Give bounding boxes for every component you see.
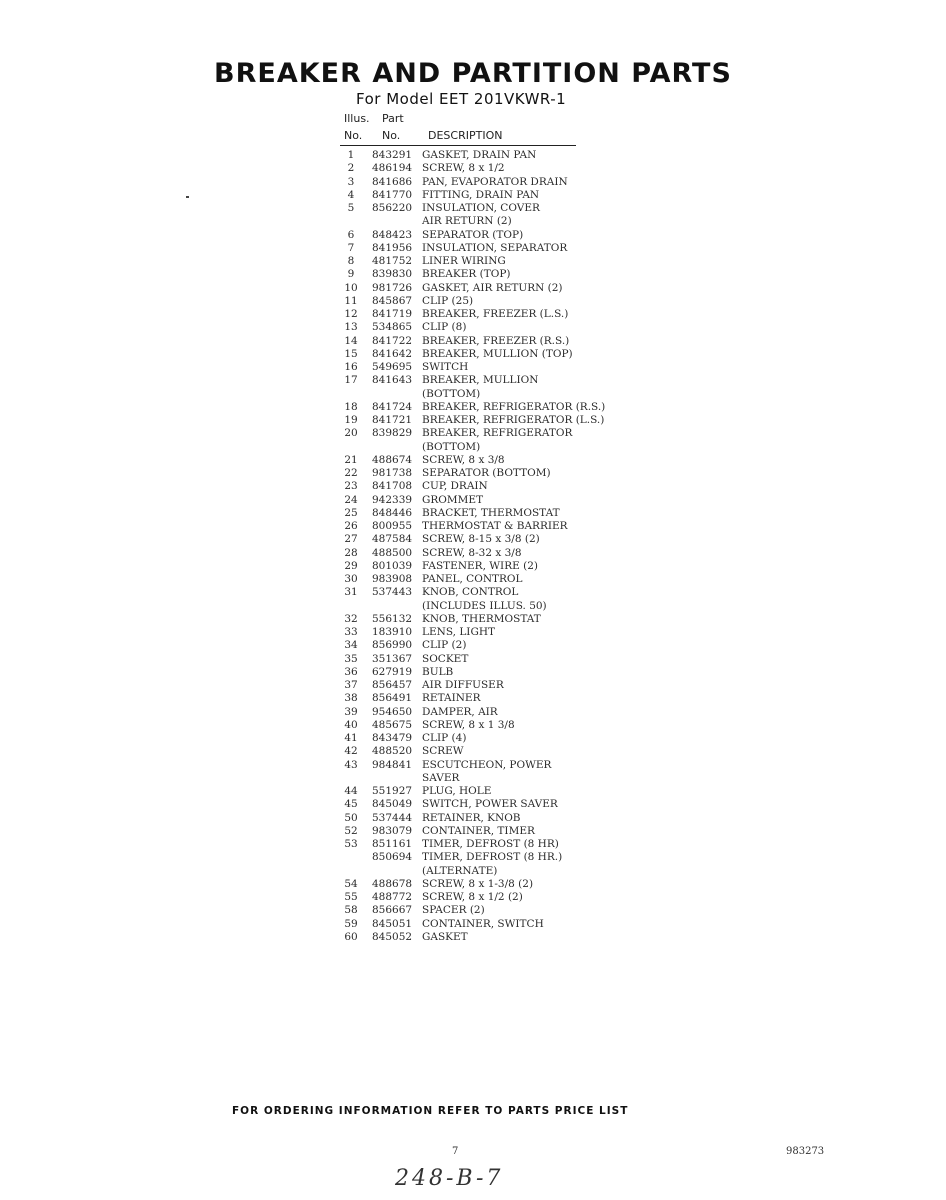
illus-no: 36 (344, 665, 358, 678)
table-row (342, 295, 642, 308)
part-number: 551927 (372, 785, 413, 797)
part-number: 534865 (372, 321, 413, 334)
part-number: 841708 (372, 480, 413, 493)
illus-no: 33 (344, 626, 358, 638)
handwritten-note: 248-B-7 (395, 1166, 504, 1191)
description: GASKET, DRAIN PAN (422, 149, 537, 161)
illus-no: 6 (347, 228, 355, 241)
table-row (342, 918, 642, 931)
part-number: 983079 (372, 824, 413, 837)
part-number: 841686 (372, 175, 413, 188)
description: SPACER (2) (422, 904, 485, 917)
header-part: Part (382, 112, 404, 125)
table-row (342, 838, 642, 851)
header-part-no: No. (382, 129, 401, 142)
illus-no: 22 (344, 467, 358, 479)
part-number: 841956 (372, 241, 413, 254)
table-row (342, 613, 642, 626)
part-number: 856457 (372, 679, 413, 691)
illus-no: 41 (344, 732, 358, 744)
description: CLIP (4) (422, 732, 467, 744)
illus-no: 1 (347, 149, 355, 161)
part-number: 488678 (372, 877, 413, 890)
part-number: 841642 (372, 347, 413, 360)
description: BULB (422, 665, 454, 678)
illus-no: 43 (344, 758, 358, 771)
table-row (342, 560, 642, 573)
illus-no: 37 (344, 679, 358, 691)
description: SEPARATOR (TOP) (422, 228, 524, 241)
description: DAMPER, AIR (422, 705, 498, 718)
part-number: 850694 (372, 851, 413, 864)
description: CUP, DRAIN (422, 480, 488, 493)
description: (BOTTOM) (422, 440, 481, 453)
description: AIR DIFFUSER (422, 679, 504, 691)
illus-no: 45 (344, 798, 358, 811)
illus-no: 35 (344, 652, 358, 665)
description: SAVER (422, 771, 460, 784)
table-row (342, 361, 642, 374)
part-number: 942339 (372, 493, 413, 506)
part-number: 801039 (372, 559, 413, 572)
illus-no: 39 (344, 705, 358, 718)
table-row (342, 388, 642, 401)
part-number: 845051 (372, 917, 413, 930)
model-subtitle: For Model EET 201VKWR-1 (356, 90, 567, 108)
illus-no: 10 (344, 281, 358, 294)
part-number: 848446 (372, 506, 413, 519)
table-row (342, 507, 642, 520)
table-row (342, 441, 642, 454)
table-row (342, 812, 642, 825)
table-row (342, 480, 642, 493)
description: SCREW, 8 x 1 3/8 (422, 718, 515, 731)
table-row (342, 745, 642, 758)
table-row (342, 772, 642, 785)
table-row (342, 401, 642, 414)
description: THERMOSTAT & BARRIER (422, 520, 568, 532)
description: FASTENER, WIRE (2) (422, 559, 538, 572)
part-number: 841724 (372, 400, 413, 413)
illus-no: 5 (347, 202, 355, 214)
description: (BOTTOM) (422, 387, 481, 400)
description: SCREW, 8 x 1/2 (2) (422, 891, 523, 903)
part-number: 556132 (372, 612, 413, 625)
table-row (342, 189, 642, 202)
description: BREAKER, REFRIGERATOR (422, 427, 573, 440)
table-row (342, 586, 642, 599)
part-number: 843479 (372, 732, 413, 744)
description: LENS, LIGHT (422, 626, 495, 638)
table-row (342, 520, 642, 533)
table-row (342, 573, 642, 586)
description: KNOB, CONTROL (422, 586, 519, 599)
part-number: 981738 (372, 467, 413, 479)
part-number: 954650 (372, 705, 413, 718)
description: INSULATION, SEPARATOR (422, 241, 568, 254)
table-row (342, 268, 642, 281)
description: CLIP (8) (422, 321, 467, 334)
table-row (342, 348, 642, 361)
description: BREAKER, MULLION (TOP) (422, 347, 573, 360)
illus-no: 24 (344, 493, 358, 506)
table-row (342, 533, 642, 546)
part-number: 488772 (372, 891, 413, 903)
table-row (342, 759, 642, 772)
part-number: 841721 (372, 414, 413, 426)
table-row (342, 600, 642, 613)
part-number: 983908 (372, 573, 413, 585)
part-number: 841719 (372, 308, 413, 320)
description: BRACKET, THERMOSTAT (422, 506, 560, 519)
description: FITTING, DRAIN PAN (422, 188, 540, 201)
description: BREAKER, FREEZER (R.S.) (422, 334, 570, 347)
description: CLIP (25) (422, 294, 474, 307)
table-row (342, 454, 642, 467)
illus-no: 29 (344, 559, 358, 572)
description: BREAKER, MULLION (422, 374, 539, 387)
table-row (342, 732, 642, 745)
table-row (342, 706, 642, 719)
table-row (342, 202, 642, 215)
table-row (342, 547, 642, 560)
table-row (342, 427, 642, 440)
illus-no: 21 (344, 453, 358, 466)
part-number: 856491 (372, 692, 413, 705)
table-row (342, 229, 642, 242)
part-number: 549695 (372, 361, 413, 373)
illus-no: 15 (344, 347, 358, 360)
illus-no: 3 (347, 175, 355, 188)
description: GASKET (422, 930, 468, 943)
table-row (342, 308, 642, 321)
illus-no: 38 (344, 692, 358, 705)
illus-no: 12 (344, 308, 358, 320)
illus-no: 11 (344, 294, 358, 307)
description: SCREW, 8 x 1/2 (422, 162, 505, 175)
table-row (342, 374, 642, 387)
description: GASKET, AIR RETURN (2) (422, 281, 563, 294)
description: SCREW, 8 x 1-3/8 (2) (422, 877, 534, 890)
illus-no: 28 (344, 546, 358, 559)
description: RETAINER (422, 692, 481, 705)
description: SCREW (422, 745, 464, 758)
description: (INCLUDES ILLUS. 50) (422, 599, 547, 612)
table-row (342, 798, 642, 811)
part-number: 841643 (372, 374, 413, 387)
illus-no: 7 (347, 241, 355, 254)
illus-no: 19 (344, 414, 358, 426)
description: BREAKER, FREEZER (L.S.) (422, 308, 569, 320)
illus-no: 14 (344, 334, 358, 347)
part-number: 537443 (372, 586, 413, 599)
illus-no: 4 (347, 188, 355, 201)
description: SCREW, 8-15 x 3/8 (2) (422, 533, 540, 546)
part-number: 841770 (372, 188, 413, 201)
description: SWITCH (422, 361, 469, 373)
part-number: 845867 (372, 294, 413, 307)
illus-no: 9 (347, 268, 355, 281)
illus-no: 53 (344, 838, 358, 850)
table-row (342, 851, 642, 864)
table-row (342, 891, 642, 904)
illus-no: 55 (344, 891, 358, 903)
part-number: 843291 (372, 149, 413, 161)
table-row (342, 149, 642, 162)
illus-no: 16 (344, 361, 358, 373)
table-row (342, 931, 642, 944)
part-number: 537444 (372, 811, 413, 824)
illus-no: 30 (344, 573, 358, 585)
part-number: 481752 (372, 255, 413, 267)
header-rule (340, 145, 576, 146)
table-row (342, 162, 642, 175)
illus-no: 31 (344, 586, 358, 599)
part-number: 183910 (372, 626, 413, 638)
table-row (342, 335, 642, 348)
part-number: 845052 (372, 930, 413, 943)
part-number: 856667 (372, 904, 413, 917)
header-description: DESCRIPTION (428, 129, 503, 142)
illus-no: 54 (344, 877, 358, 890)
illus-no: 13 (344, 321, 358, 334)
illus-no: 18 (344, 400, 358, 413)
scan-speck (186, 196, 189, 198)
description: LINER WIRING (422, 255, 506, 267)
description: CLIP (2) (422, 639, 467, 652)
illus-no: 8 (347, 255, 355, 267)
ordering-footer: FOR ORDERING INFORMATION REFER TO PARTS PRICE LIST (232, 1105, 629, 1117)
table-row (342, 255, 642, 268)
table-row (342, 176, 642, 189)
illus-no: 23 (344, 480, 358, 493)
description: SOCKET (422, 652, 469, 665)
part-number: 351367 (372, 652, 413, 665)
description: KNOB, THERMOSTAT (422, 612, 541, 625)
description: PAN, EVAPORATOR DRAIN (422, 175, 568, 188)
illus-no: 59 (344, 917, 358, 930)
part-number: 839829 (372, 427, 413, 440)
part-number: 486194 (372, 162, 413, 175)
illus-no: 20 (344, 427, 358, 440)
description: TIMER, DEFROST (8 HR.) (422, 851, 563, 864)
description: RETAINER, KNOB (422, 811, 521, 824)
part-number: 627919 (372, 665, 413, 678)
table-row (342, 242, 642, 255)
table-row (342, 653, 642, 666)
page-number: 7 (452, 1146, 459, 1157)
table-row (342, 639, 642, 652)
table-row (342, 825, 642, 838)
table-row (342, 414, 642, 427)
description: PLUG, HOLE (422, 785, 492, 797)
table-row (342, 215, 642, 228)
description: INSULATION, COVER (422, 202, 540, 214)
part-number: 485675 (372, 718, 413, 731)
description: AIR RETURN (2) (422, 215, 512, 228)
part-number: 848423 (372, 228, 413, 241)
table-row (342, 467, 642, 480)
table-row (342, 321, 642, 334)
table-row (342, 865, 642, 878)
description: TIMER, DEFROST (8 HR) (422, 838, 559, 850)
part-number: 856220 (372, 202, 413, 214)
description: BREAKER, REFRIGERATOR (R.S.) (422, 400, 606, 413)
header-illus: Illus. (344, 112, 370, 125)
description: (ALTERNATE) (422, 864, 498, 877)
table-row (342, 692, 642, 705)
description: SCREW, 8-32 x 3/8 (422, 546, 522, 559)
part-number: 984841 (372, 758, 413, 771)
illus-no: 58 (344, 904, 358, 917)
illus-no: 2 (347, 162, 355, 175)
table-row (342, 282, 642, 295)
illus-no: 42 (344, 745, 358, 758)
part-number: 851161 (372, 838, 413, 850)
part-number: 488500 (372, 546, 413, 559)
illus-no: 32 (344, 612, 358, 625)
table-row (342, 878, 642, 891)
part-number: 488674 (372, 453, 413, 466)
header-illus-no: No. (344, 129, 363, 142)
illus-no: 34 (344, 639, 358, 652)
description: CONTAINER, SWITCH (422, 917, 544, 930)
illus-no: 26 (344, 520, 358, 532)
description: GROMMET (422, 493, 484, 506)
description: PANEL, CONTROL (422, 573, 523, 585)
illus-no: 40 (344, 718, 358, 731)
table-row (342, 494, 642, 507)
table-row (342, 904, 642, 917)
part-number: 981726 (372, 281, 413, 294)
part-number: 839830 (372, 268, 413, 281)
part-number: 856990 (372, 639, 413, 652)
description: SWITCH, POWER SAVER (422, 798, 558, 811)
illus-no: 27 (344, 533, 358, 546)
table-row (342, 666, 642, 679)
illus-no: 50 (344, 811, 358, 824)
table-row (342, 719, 642, 732)
page-title: BREAKER AND PARTITION PARTS (214, 58, 732, 89)
part-number: 800955 (372, 520, 413, 532)
description: SCREW, 8 x 3/8 (422, 453, 505, 466)
table-row (342, 785, 642, 798)
illus-no: 44 (344, 785, 358, 797)
part-number: 845049 (372, 798, 413, 811)
part-number: 487584 (372, 533, 413, 546)
description: SEPARATOR (BOTTOM) (422, 467, 551, 479)
parts-list (342, 149, 642, 944)
description: BREAKER (TOP) (422, 268, 511, 281)
illus-no: 17 (344, 374, 358, 387)
table-row (342, 679, 642, 692)
description: ESCUTCHEON, POWER (422, 758, 552, 771)
part-number: 488520 (372, 745, 413, 758)
part-number: 841722 (372, 334, 413, 347)
illus-no: 25 (344, 506, 358, 519)
description: BREAKER, REFRIGERATOR (L.S.) (422, 414, 605, 426)
table-row (342, 626, 642, 639)
document-number: 983273 (786, 1146, 825, 1157)
description: CONTAINER, TIMER (422, 824, 535, 837)
illus-no: 60 (344, 930, 358, 943)
illus-no: 52 (344, 824, 358, 837)
